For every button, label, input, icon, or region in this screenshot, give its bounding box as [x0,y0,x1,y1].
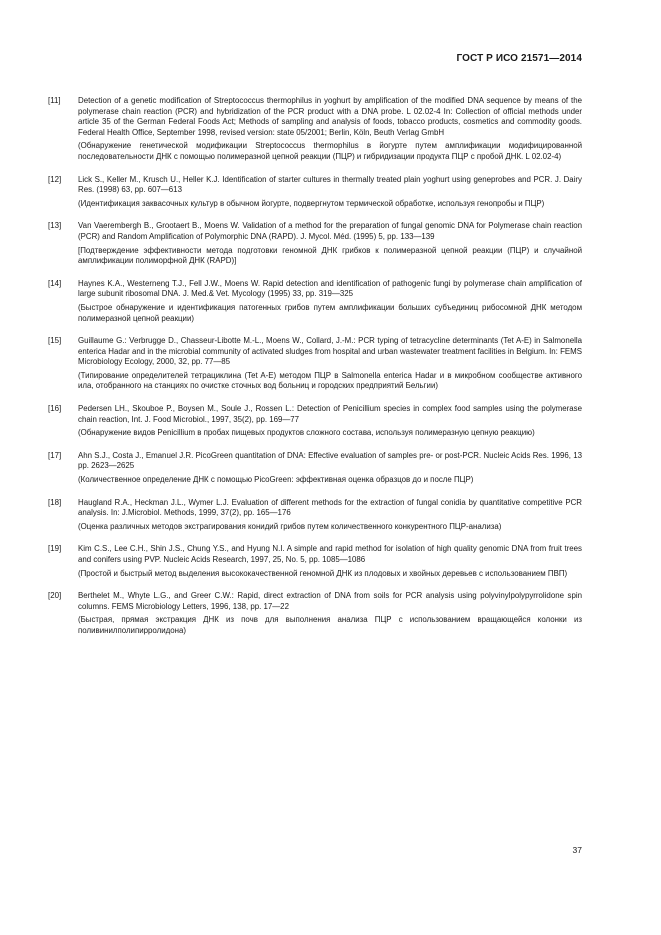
reference-russian: (Обнаружение видов Penicillium в пробах пищевых продуктов сложного состава, используя полимеразную цепную реакцию) [78,428,535,438]
reference-number: [12] [48,174,62,184]
reference-number: [19] [48,544,62,554]
reference-body [78,336,582,392]
reference-english: Van Vaerembergh B., Grootaert B., Moens W. Validation of a method for the preparation of fungal genomic DNA for Polymerase chain reaction (PCR) and Random Amplification of Polymorphic DNA (RAPD). J. Mycol. Méd. (1995) 5, pp. 133—139 [78,221,582,241]
reference-number: [17] [48,450,62,460]
reference-item [48,404,582,439]
reference-item [48,451,582,486]
reference-number: [13] [48,221,62,231]
reference-number: [16] [48,404,62,414]
page-number: 37 [572,845,582,855]
reference-item [48,591,582,636]
reference-item [48,544,582,579]
reference-english: Berthelet M., Whyte L.G., and Greer C.W.: Rapid, direct extraction of DNA from soils for PCR analysis using polyvinylpolypyrrolidone spin columns. FEMS Microbiology Letters, 1996, 138, pp. 17—22 [78,591,582,611]
reference-english: Haynes K.A., Westerneng T.J., Fell J.W., Moens W. Rapid detection and identification of pathogenic fungi by polymerase chain amplification of large subunit ribosomal DNA. J. Med.& Vet. Mycology (1995) 33, pp. 319—325 [78,278,582,299]
reference-item [48,96,582,163]
reference-english: Guillaume G.: Verbrugge D., Chasseur-Libotte M.-L., Moens W., Collard, J.-M.: PCR typing of tetracycline determinants (Tet A-E) in Salmonella enterica Hadar and in the microbial community of activated sludges from hospital and urban wastewater treatment facilities in Belgium. In: FEMS Microbiology Ecology, 2000, 32, pp. 77—85 [78,336,582,367]
reference-english: Ahn S.J., Costa J., Emanuel J.R. PicoGreen quantitation of DNA: Effective evaluation of samples pre- or post-PCR. Nucleic Acids Res. 1996, 13 pp. 2623—2625 [78,450,582,471]
reference-item [48,221,582,266]
reference-number: [15] [48,336,62,346]
reference-item [48,175,582,210]
reference-russian: (Идентификация заквасочных культур в обычном йогурте, подвергнутом термической обработке, используя генопробы и ПЦР) [78,198,545,208]
reference-russian: [Подтверждение эффективности метода подготовки геномной ДНК грибков к полимеразной цепной реакции (ПЦР) и случайной амплификации полиморфной ДНК (RAPD)] [78,245,582,266]
document-id-header: ГОСТ Р ИСО 21571—2014 [456,53,582,64]
reference-russian: (Количественное определение ДНК с помощью PicoGreen: эффективная оценка образцов до и после ПЦР) [78,475,474,485]
reference-body [78,175,582,210]
reference-russian: (Быстрая, прямая экстракция ДНК из почв для выполнения анализа ПЦР с использованием вращающейся колонки из поливинилполипирролидона) [78,615,582,635]
reference-english: Detection of a genetic modification of Streptococcus thermophilus in yoghurt by amplification of the modified DNA sequence by means of the polymerase chain reaction (PCR) and hybridization of the PCR product with a DNA probe. L 02.02-4 In: Collection of official methods under article 35 of the German Federal Foods Act; Methods of sampling and analysis of foods, tobacco products, cosmetics and commodity goods. Federal Health Office, September 1998, revised version: state 05/2001; Berlin, Köln, Beuth Verlag GmbH [78,96,582,137]
reference-body [78,279,582,324]
reference-english: Kim C.S., Lee C.H., Shin J.S., Chung Y.S., and Hyung N.I. A simple and rapid method for isolation of high quality genomic DNA from fruit trees and conifers using PVP. Nucleic Acids Research, 1997, 25, No. 5, pp. 1085—1086 [78,544,582,564]
reference-number: [20] [48,591,62,601]
reference-russian: (Оценка различных методов экстрагирования конидий грибов путем количественного конкурентного ПЦР-анализа) [78,521,502,531]
reference-body [78,591,582,636]
reference-english: Pedersen LH., Skouboe P., Boysen M., Soule J., Rossen L.: Detection of Penicillium species in complex food samples using the polymerase chain reaction, Int. J. Food Microbiol., 1997, 35(2), pp. 169—77 [78,404,582,424]
reference-number: [14] [48,278,62,288]
reference-russian: (Простой и быстрый метод выделения высококачественной геномной ДНК из плодовых и хвойных деревьев с использованием ПВП) [78,568,568,578]
reference-item [48,279,582,324]
reference-english: Lick S., Keller M., Krusch U., Heller K.J. Identification of starter cultures in thermally treated plain yoghurt using geneprobes and PCR. J. Dairy Res. (1998) 63, pp. 607—613 [78,174,582,195]
reference-russian: (Обнаружение генетической модификации Streptococcus thermophilus в йогурте путем амплификации модифицированной последовательности ДНК с помощью полимеразной цепной реакции (ПЦР) и гибридизации продукта ПЦР с пробой ДНК. L 02.02-4) [78,141,582,161]
reference-item [48,498,582,533]
reference-item [48,336,582,392]
bibliography-list [48,96,582,649]
reference-body [78,498,582,533]
reference-number: [11] [48,96,61,105]
reference-russian: (Быстрое обнаружение и идентификация патогенных грибов путем амплификации больших субъединиц рибосомной ДНК методом полимеразной цепной реакции) [78,302,582,323]
reference-body [78,221,582,266]
reference-number: [18] [48,497,62,507]
reference-body [78,451,582,486]
reference-body [78,544,582,579]
reference-body [78,96,582,163]
reference-english: Haugland R.A., Heckman J.L., Wymer L.J. Evaluation of different methods for the extraction of fungal conidia by quantitative competitive PCR analysis. In: J.Microbiol. Methods, 1999, 37(2), pp. 165—176 [78,497,582,518]
reference-body [78,404,582,439]
reference-russian: (Типирование определителей тетрациклина (Tet A-E) методом ПЦР в Salmonella enterica Hadar и в микробном сообществе активного ила, отобранного на станциях по очистке сточных вод больниц и городских предприятий Бельгии) [78,370,582,391]
